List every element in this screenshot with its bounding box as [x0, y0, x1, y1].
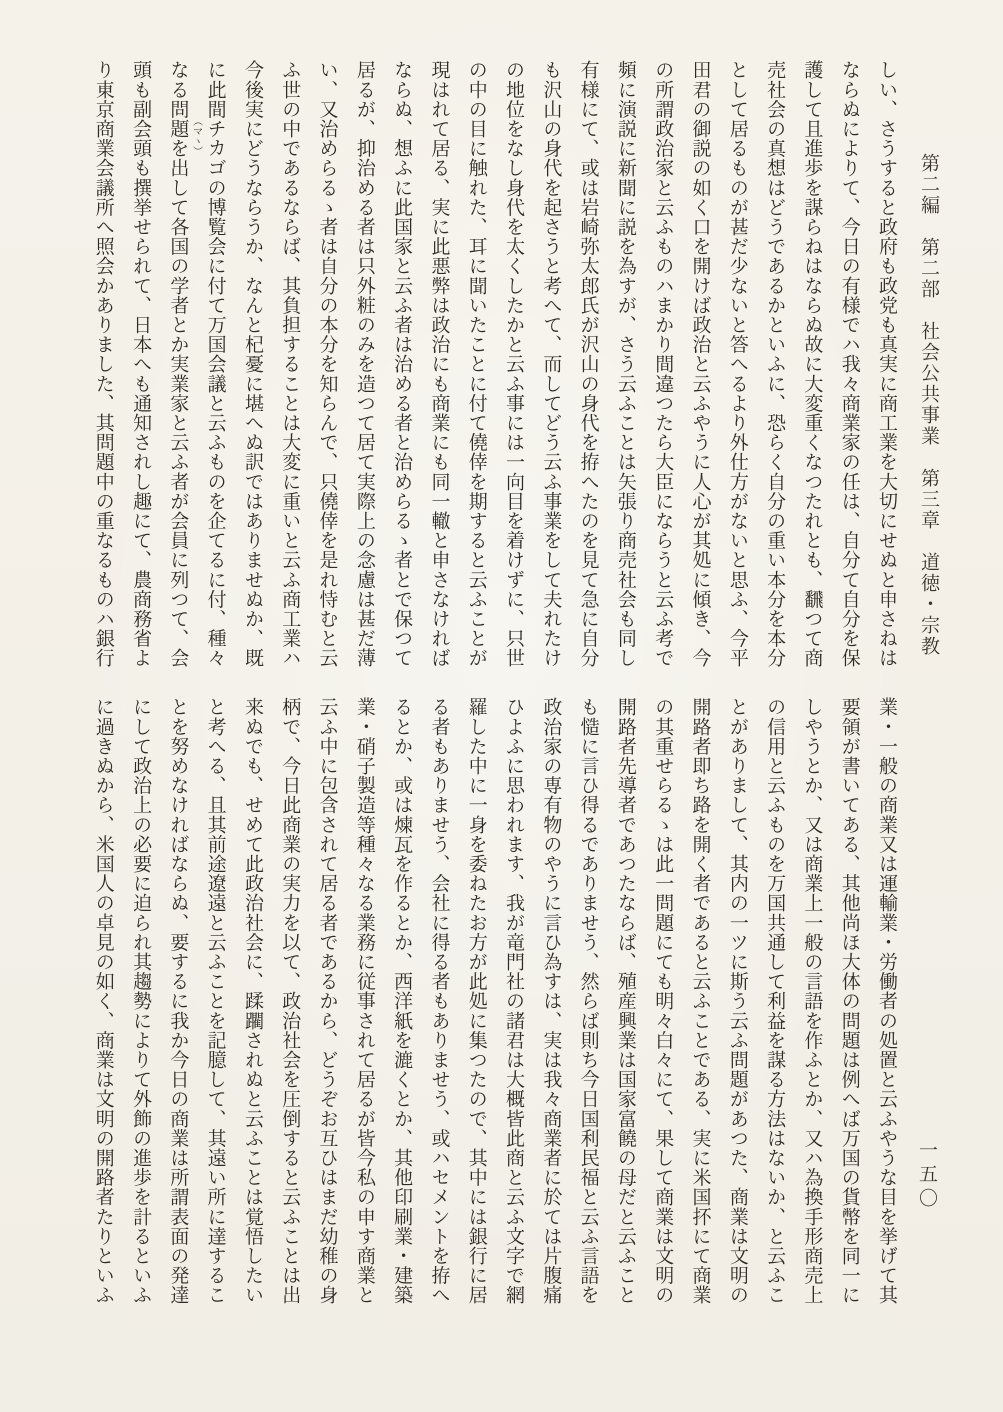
text-column: ならぬ、想ふに此国家と云ふ者は治める者と治めらるゝ者とで保つて — [391, 60, 414, 668]
text-column: 頭も副会頭も撰挙せられて、日本へも通知されし趣にて、農商務省よ — [130, 60, 153, 668]
text-column: の其重せらるゝは此一問題にても明々白々にて、果して商業は文明の — [652, 697, 675, 1305]
text-column: 居るが、抑治める者は只外粧のみを造つて居て実際上の念慮は甚だ薄 — [353, 60, 376, 668]
text-column: 有様にて、或は岩崎弥太郎氏が沢山の身代を拵へたのを見て急に自分 — [577, 60, 600, 668]
text-column: に此間チカゴ （マヽ） の博覧会に付て万国会議と云ふものを企てるに付、種々 — [190, 60, 227, 668]
text-column: なる問題を出して各国の学者とか実業家と云ふ者が会員に列つて、会 — [167, 60, 190, 668]
text-column: の所謂政治家と云ふものハまかり間違つたら大臣にならうと云ふ考で — [652, 60, 675, 668]
sic-annotation: （マヽ） — [190, 116, 202, 157]
text-column: の地位をなし身代を太くしたかと云ふ事には一向目を着けずに、只世 — [503, 60, 526, 668]
text-column: しい、さうすると政府も政党も真実に商工業を大切にせぬと申さねは — [876, 60, 898, 668]
annotated-text: カゴ （マヽ） — [190, 116, 227, 178]
page-number: 一五〇 — [916, 1140, 938, 1212]
text-column: と考へる、且其前途遼遠と云ふことを記臆して、其遠い所に達するこ — [204, 697, 227, 1305]
text-column: とを努めなければならぬ、要するに我か今日の商業は所謂表面の発達 — [167, 697, 190, 1305]
text-column: 要領が書いてある、其他尚ほ大体の問題は例へば万国の貨幣を同一に — [838, 697, 861, 1305]
text-column: 政治家の専有物のやうに言ひ為すは、実は我々商業者に於ては片腹痛 — [540, 697, 563, 1305]
text-column: い、又治めらるゝ者は自分の本分を知らんで、只僥倖を是れ恃むと云 — [316, 60, 339, 668]
text-column: 云ふ中に包含されて居る者であるから、どうぞお互ひはまだ幼稚の身 — [316, 697, 339, 1305]
text-column: の中の目に触れた、耳に聞いたことに付て僥倖を期すると云ふことが — [465, 60, 488, 668]
text-column: 来ぬでも、せめて此政治社会に、蹂躙されぬと云ふことは覚悟したい — [241, 697, 264, 1305]
text-column: 柄で、今日此商業の実力を以て、政治社会を圧倒すると云ふことは出 — [279, 697, 302, 1305]
text-column: るとか、或は煉瓦を作るとか、西洋紙を漉くとか、其他印刷業・建築 — [391, 697, 414, 1305]
text-column: 羅した中に一身を委ねたお方が此処に集つたので、其中には銀行に居 — [465, 697, 488, 1305]
text-column: ふ世の中であるならば、其負担することは大変に重いと云ふ商工業ハ — [279, 60, 302, 668]
text-column: 業・硝子製造等種々なる業務に従事されて居るが皆今私の申す商業と — [353, 697, 376, 1305]
text-block-bottom — [84, 697, 905, 1309]
text-column: しやうとか、又は商業上一般の言語を作ふとか、又ハ為換手形商売上 — [801, 697, 824, 1305]
text-column: 今後実にどうならうか、なんと杞憂に堪へぬ訳ではありませぬか、既 — [241, 60, 264, 668]
text-column: 田君の御説の如く口を開けば政治と云ふやうに人心が其処に傾き、今 — [689, 60, 712, 668]
text-column: 開路者即ち路を開く者であると云ふことである、実に米国抔にて商業 — [689, 697, 712, 1305]
text-column: 護して且進歩を謀らねはならぬ故に大変重くなつたれとも、飜つて商 — [801, 60, 824, 668]
text-column: 開路者先導者であつたならば、殖産興業は国家富饒の母だと云ふこと — [614, 697, 637, 1305]
text-column: も慥に言ひ得るでありませう、然らば則ち今日国利民福と云ふ言語を — [577, 697, 600, 1305]
running-head: 第二編 第二部 社会公共事業 第三章 道徳・宗教 — [918, 153, 940, 657]
text-column: 売社会の真想はどうであるかといふに、恐らく自分の重い本分を本分 — [764, 60, 787, 668]
text-column: も沢山の身代を起さうと考へて、而してどう云ふ事業をして夫れたけ — [540, 60, 563, 668]
text-column: ならぬによりて、今日の有様でハ我々商業家の任は、自分て自分を保 — [838, 60, 861, 668]
text-column: とがありまして、其内の一ツに斯う云ふ問題があつた、商業は文明の — [726, 697, 749, 1305]
text-column: に過きぬから、米国人の卓見の如く、商業は文明の開路者たりといふ — [92, 697, 115, 1305]
text-column: の信用と云ふものを万国共通して利益を謀る方法はないか、と云ふこ — [764, 697, 787, 1305]
text-column: る者もありませう、会社に得る者もありませう、或ハセメントを拵へ — [428, 697, 451, 1305]
text-column: 業・一般の商業又は運輸業・労働者の処置と云ふやうな目を挙げて其 — [876, 697, 898, 1305]
text-column: 現はれて居る、実に此悪弊は政治にも商業にも同一轍と申さなければ — [428, 60, 451, 668]
text-column: ひよふに思われます、我が竜門社の諸君は大概皆此商と云ふ文字で網 — [503, 697, 526, 1305]
text-column: にして政治上の必要に迫られ其趨勢によりて外飾の進歩を計るといふ — [130, 697, 153, 1305]
text-column: り東京商業会議所へ照会かありました、其問題中の重なるものハ銀行 — [92, 60, 115, 668]
text-column: 頻に演説に新聞に説を為すが、さう云ふことは矢張り商売社会も同し — [614, 60, 637, 668]
text-block-top — [84, 60, 905, 672]
text-column: として居るものが甚だ少ないと答へるより外仕方がないと思ふ、今平 — [726, 60, 749, 668]
